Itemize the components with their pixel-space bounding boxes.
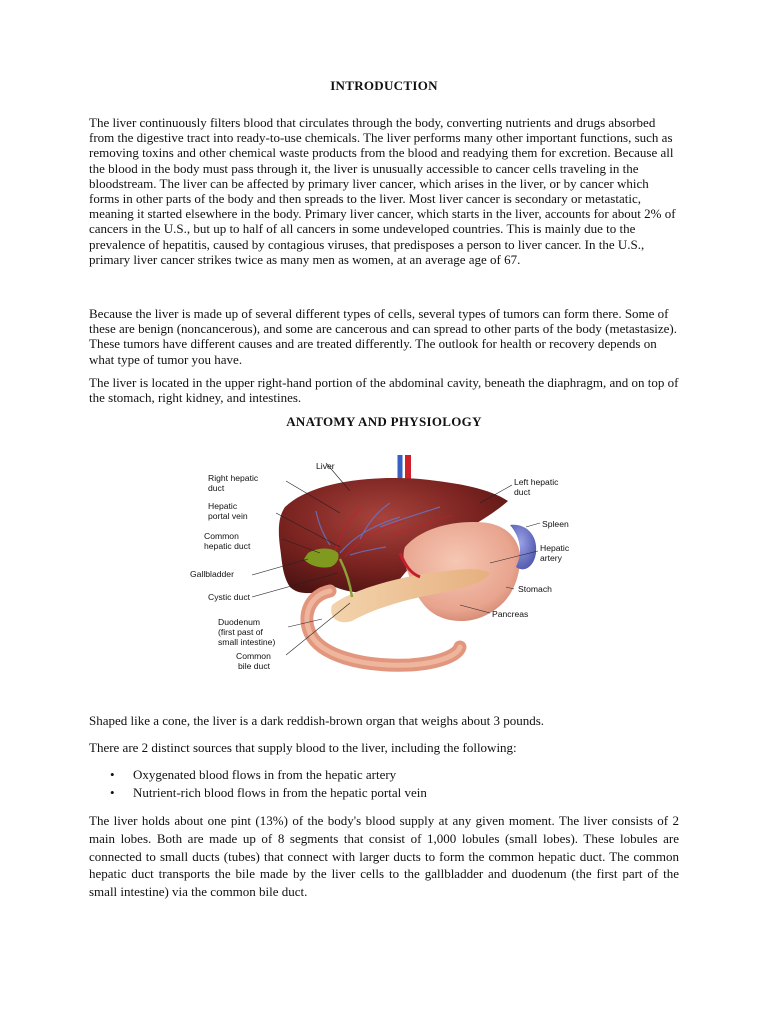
label-left-hepatic-duct-2: duct — [514, 487, 531, 497]
label-stomach: Stomach — [518, 584, 552, 594]
blood-supply-list — [89, 766, 679, 801]
label-duodenum-2: (first past of — [218, 627, 263, 637]
anatomy-paragraph-3: The liver holds about one pint (13%) of the body's blood supply at any given moment. The liver consists of 2 main lobes. Both are made up of 8 segments that consist of 1,000 lobules (small lobes). These lobules are connected to small ducts (tubes) that connect with larger ducts to form the common hepatic duct. The common hepatic duct transports the bile made by the liver cells to the gallbladder and duodenum (the first part of the small intestine) via the common bile duct. — [89, 813, 679, 900]
intro-paragraph-3: The liver is located in the upper right-hand portion of the abdominal cavity, beneath the diaphragm, and on top of the stomach, right kidney, and intestines. — [89, 375, 679, 406]
label-common-hepatic-duct-2: hepatic duct — [204, 541, 251, 551]
anatomy-heading: ANATOMY AND PHYSIOLOGY — [286, 414, 482, 429]
anatomy-paragraph-2: There are 2 distinct sources that supply blood to the liver, including the following: — [89, 740, 517, 755]
label-left-hepatic-duct-1: Left hepatic — [514, 477, 559, 487]
list-item: • Nutrient-rich blood flows in from the hepatic portal vein — [89, 784, 679, 802]
label-gallbladder: Gallbladder — [190, 569, 234, 579]
label-spleen: Spleen — [542, 519, 569, 529]
intro-paragraph-2: Because the liver is made up of several different types of cells, several types of tumors can form there. Some of these are benign (noncancerous), and some are cancerous and can spread to other parts of the body (metastasize). These tumors have different causes and are treated differently. The outlook for health or recovery depends on what type of tumor you have. — [89, 306, 678, 367]
label-right-hepatic-duct-1: Right hepatic — [208, 473, 259, 483]
label-hepatic-artery-2: artery — [540, 553, 562, 563]
label-cystic-duct: Cystic duct — [208, 592, 251, 602]
label-hepatic-artery-1: Hepatic — [540, 543, 570, 553]
introduction-heading: INTRODUCTION — [330, 78, 438, 93]
liver-anatomy-figure — [190, 455, 580, 675]
label-hepatic-portal-vein-2: portal vein — [208, 511, 248, 521]
label-duodenum-3: small intestine) — [218, 637, 276, 647]
label-common-bile-duct-1: Common — [236, 651, 271, 661]
anatomy-paragraph-1: Shaped like a cone, the liver is a dark reddish-brown organ that weighs about 3 pounds. — [89, 713, 545, 728]
intro-paragraph-1: The liver continuously filters blood that circulates through the body, converting nutrients and drugs absorbed from the digestive tract into ready-to-use chemicals. The liver performs many other important functions, such as removing toxins and other chemical waste products from the blood and readying them for excretion. Because all the blood in the body must pass through it, the liver is unusually accessible to cancer cells traveling in the bloodstream. The liver can be affected by primary liver cancer, which arises in the liver, or by cancer which forms in other parts of the body and then spreads to the liver. Most liver cancer is secondary or metastatic, meaning it started elsewhere in the body. Primary liver cancer, which starts in the liver, accounts for about 2% of cancers in the U.S., but up to half of all cancers in some undeveloped countries. This is mainly due to the prevalence of hepatitis, caused by contagious viruses, that predisposes a person to liver cancer. In the U.S., primary liver cancer strikes twice as many men as women, at an average age of 67. — [89, 115, 676, 267]
label-common-hepatic-duct-1: Common — [204, 531, 239, 541]
liver-anatomy-illustration — [190, 455, 580, 675]
label-right-hepatic-duct-2: duct — [208, 483, 225, 493]
list-item: • Oxygenated blood flows in from the hepatic artery — [89, 766, 679, 784]
label-liver: Liver — [316, 461, 335, 471]
label-duodenum-1: Duodenum — [218, 617, 261, 627]
label-common-bile-duct-2: bile duct — [238, 661, 271, 671]
label-pancreas: Pancreas — [492, 609, 529, 619]
label-hepatic-portal-vein-1: Hepatic — [208, 501, 238, 511]
